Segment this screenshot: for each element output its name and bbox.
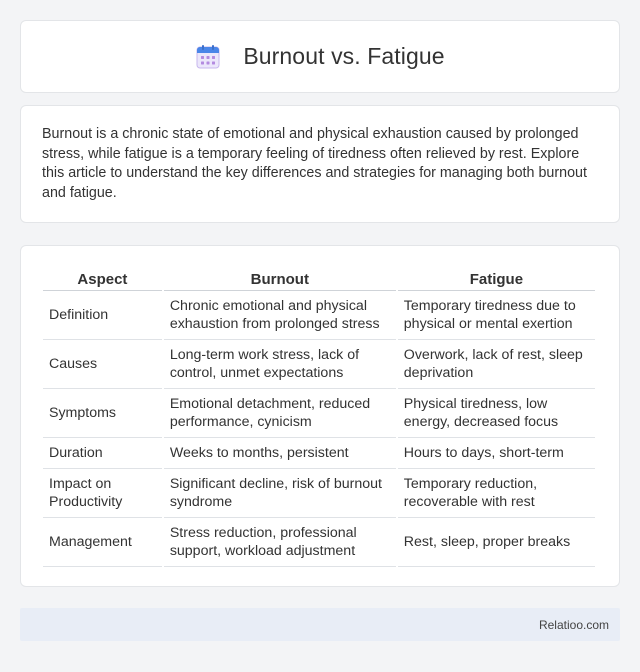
cell-fatigue: Temporary reduction, recoverable with rest <box>398 469 595 518</box>
cell-fatigue: Temporary tiredness due to physical or mental exertion <box>398 291 595 340</box>
intro-paragraph: Burnout is a chronic state of emotional and physical exhaustion caused by prolonged stress, while fatigue is a temporary feeling of tiredness often relieved by rest. Explore this article to understand the key differences and strategies for managing both burnout and fatigue. <box>42 126 587 201</box>
table-row <box>43 291 595 340</box>
cell-burnout: Emotional detachment, reduced performance, cynicism <box>164 389 396 438</box>
cell-fatigue: Rest, sleep, proper breaks <box>398 518 595 567</box>
cell-burnout: Long-term work stress, lack of control, unmet expectations <box>164 340 396 389</box>
cell-burnout: Weeks to months, persistent <box>164 438 396 469</box>
table-row <box>43 438 595 469</box>
cell-aspect: Impact on Productivity <box>43 469 162 518</box>
header-aspect: Aspect <box>43 266 162 291</box>
cell-fatigue: Hours to days, short-term <box>398 438 595 469</box>
cell-aspect: Duration <box>43 438 162 469</box>
footer <box>20 608 620 641</box>
page-title: Burnout vs. Fatigue <box>243 43 445 69</box>
table-row <box>43 518 595 567</box>
intro-card <box>20 105 620 223</box>
table-row <box>43 340 595 389</box>
cell-aspect: Causes <box>43 340 162 389</box>
cell-burnout: Significant decline, risk of burnout syndrome <box>164 469 396 518</box>
calendar-icon <box>195 44 221 70</box>
cell-fatigue: Physical tiredness, low energy, decreased focus <box>398 389 595 438</box>
comparison-table <box>41 266 597 567</box>
cell-aspect: Management <box>43 518 162 567</box>
cell-aspect: Definition <box>43 291 162 340</box>
cell-fatigue: Overwork, lack of rest, sleep deprivation <box>398 340 595 389</box>
footer-brand[interactable]: Relatioo.com <box>538 617 609 632</box>
table-row <box>43 469 595 518</box>
cell-burnout: Chronic emotional and physical exhaustion from prolonged stress <box>164 291 396 340</box>
title-card <box>20 20 620 93</box>
comparison-card <box>20 245 620 587</box>
table-header-row <box>43 266 595 291</box>
cell-aspect: Symptoms <box>43 389 162 438</box>
cell-burnout: Stress reduction, professional support, workload adjustment <box>164 518 396 567</box>
header-burnout: Burnout <box>164 266 396 291</box>
table-row <box>43 389 595 438</box>
header-fatigue: Fatigue <box>398 266 595 291</box>
